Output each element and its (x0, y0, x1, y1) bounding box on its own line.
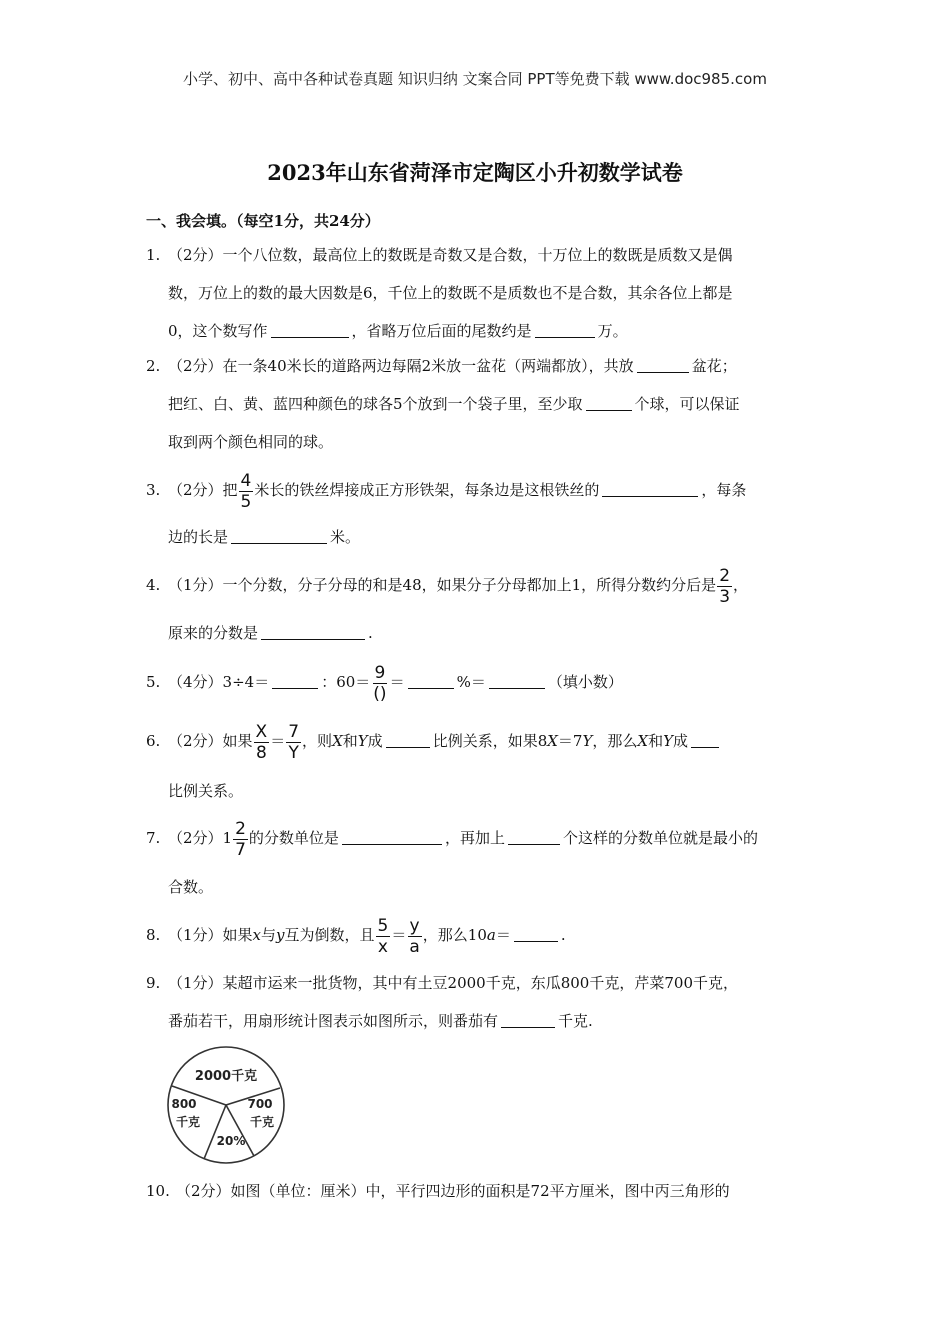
question-1-line-2: 数，万位上的数的最大因数是6，千位上的数既不是质数也不是合数，其余各位上都是 (168, 284, 733, 302)
question-3-line-1: 3. （2分）把 $\frac{4}{5}$ 米长的铁丝焊接成正方形铁架，每条边是这根铁丝的 ，每条 (146, 470, 747, 512)
question-4-line-2: 原来的分数是 . (168, 624, 373, 642)
answer-blank (408, 672, 454, 689)
fraction: $\frac{X}{8}$ (255, 721, 268, 763)
answer-blank (637, 356, 689, 373)
answer-blank (501, 1011, 555, 1028)
question-3-line-2: 边的长是 米。 (168, 528, 361, 546)
question-6-line-2: 比例关系。 (168, 782, 244, 800)
question-7-line-2: 合数。 (168, 878, 214, 896)
section-heading: 一、我会填。（每空1分，共24分） (146, 212, 380, 230)
fraction: $\frac{2}{7}$ (235, 818, 246, 860)
pie-chart-figure (164, 1046, 294, 1166)
question-number: 2. (146, 357, 161, 375)
answer-blank (342, 828, 442, 845)
pie-label-left-unit: 千克 (175, 1115, 201, 1129)
question-7-line-1: 7. （2分）1 $\frac{2}{7}$ 的分数单位是 ，再加上 个这样的分数单位就是最小的 (146, 818, 758, 860)
pie-divider (204, 1105, 226, 1159)
answer-blank (535, 321, 595, 338)
answer-blank (489, 672, 545, 689)
pie-label-right-unit: 千克 (249, 1115, 275, 1129)
question-1-line-3: 0，这个数写作 ，省略万位后面的尾数约是 万。 (168, 322, 628, 340)
site-header: 小学、初中、高中各种试卷真题 知识归纳 文案合同 PPT等免费下载 www.doc985.com (183, 70, 767, 88)
question-number: 7. (146, 829, 161, 847)
question-1-line-1: 1. （2分）一个八位数，最高位上的数既是奇数又是合数，十万位上的数既是质数又是偶 (146, 246, 733, 264)
answer-blank (514, 925, 558, 942)
fraction: $\frac{y}{a}$ (409, 915, 420, 957)
question-number: 6. (146, 732, 161, 750)
question-number: 4. (146, 576, 161, 594)
fraction: $\frac{5}{x}$ (377, 915, 389, 957)
fraction: $\frac{4}{5}$ (240, 470, 252, 512)
pie-label-bottom: 20% (216, 1134, 246, 1148)
answer-blank (586, 394, 632, 411)
question-2-line-1: 2. （2分）在一条40米长的道路两边每隔2米放一盆花（两端都放），共放 盆花； (146, 357, 737, 375)
answer-blank (231, 527, 327, 544)
question-number: 9. (146, 974, 161, 992)
question-10-line-1: 10. （2分）如图（单位：厘米）中，平行四边形的面积是72平方厘米，图中丙三角形的 (146, 1182, 730, 1200)
question-2-line-2: 把红、白、黄、蓝四种颜色的球各5个放到一个袋子里，至少取 个球，可以保证 (168, 395, 740, 413)
answer-blank (261, 623, 365, 640)
question-number: 5. (146, 673, 161, 691)
pie-label-right-value: 700 (247, 1097, 273, 1111)
question-4-line-1: 4. （1分）一个分数，分子分母的和是48，如果分子分母都加上1，所得分数约分后是 $\frac{2}{3}$ ， (146, 565, 749, 607)
answer-blank (508, 828, 560, 845)
answer-blank (386, 731, 430, 748)
question-8-line-1: 8. （1分）如果x与y互为倒数，且 $\frac{5}{x}$ ＝ $\frac{y}{a}$ ，那么10a＝ . (146, 915, 566, 957)
question-number: 8. (146, 926, 161, 944)
question-5-line-1: 5. （4分）3÷4＝ ：60＝ $\frac{9}{()}$ ＝ %＝ （填小数） (146, 662, 623, 704)
page-title: 2023年山东省菏泽市定陶区小升初数学试卷 (267, 160, 683, 185)
question-number: 10. (146, 1182, 170, 1200)
answer-blank (691, 731, 719, 748)
answer-blank (271, 321, 349, 338)
fraction: $\frac{7}{Y}$ (288, 721, 300, 763)
pie-divider (226, 1105, 254, 1156)
pie-label-left-value: 800 (171, 1097, 197, 1111)
pie-label-top: 2000千克 (194, 1069, 258, 1084)
answer-blank (602, 480, 698, 497)
question-6-line-1: 6. （2分）如果 $\frac{X}{8}$ ＝ $\frac{7}{Y}$ ，则X和Y成 比例关系，如果8X＝7Y，那么X和Y成 (146, 721, 722, 763)
question-2-line-3: 取到两个颜色相同的球。 (168, 433, 334, 451)
question-number: 1. (146, 246, 161, 264)
fraction: $\frac{9}{()}$ (373, 662, 387, 704)
question-9-line-2: 番茄若干，用扇形统计图表示如图所示，则番茄有 千克. (168, 1012, 593, 1030)
question-9-line-1: 9. （1分）某超市运来一批货物，其中有土豆2000千克，东瓜800千克，芹菜700千克， (146, 974, 738, 992)
fraction: $\frac{2}{3}$ (719, 565, 731, 607)
question-number: 3. (146, 481, 161, 499)
answer-blank (272, 672, 318, 689)
